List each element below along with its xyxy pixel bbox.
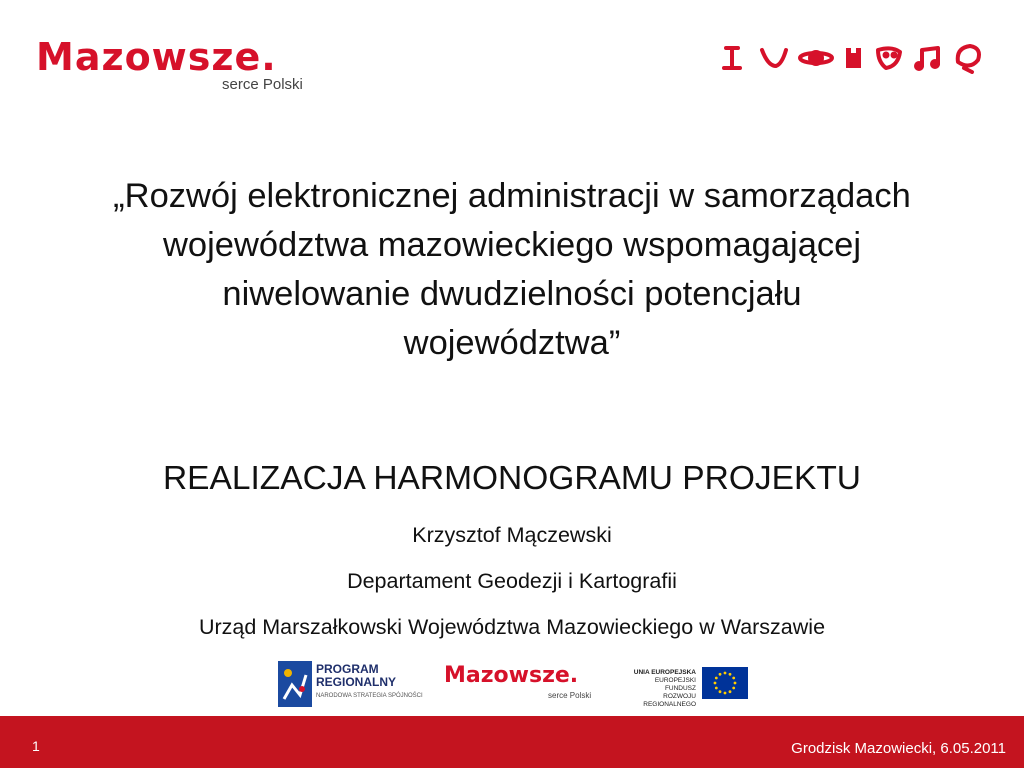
program-title: [316, 663, 396, 689]
bird-icon: [762, 50, 786, 66]
eu-text: [622, 669, 696, 709]
eu-logo: [622, 657, 756, 711]
department-name: Departament Geodezji i Kartografii: [347, 569, 677, 593]
author-name: Krzysztof Mączewski: [412, 523, 612, 547]
title-line: „Rozwój elektronicznej administracji w samorządach: [113, 177, 911, 215]
office-name: Urząd Marszałkowski Województwa Mazowieckiego w Warszawie: [198, 615, 826, 639]
archer-icon: [724, 48, 740, 68]
music-note-icon: [916, 48, 938, 69]
title-line: województwa”: [403, 324, 621, 362]
slide-number: 1: [32, 738, 40, 754]
program-strategy: NARODOWA STRATEGIA SPÓJNOŚCI: [316, 693, 423, 699]
logo-wordmark: Mazowsze.: [36, 35, 277, 79]
title-line: województwa mazowieckiego wspomagającej: [162, 226, 861, 264]
program-line2: REGIONALNY: [316, 675, 397, 689]
mask-icon: [878, 48, 900, 68]
decorative-icons: [720, 40, 992, 74]
mazowsze-small-wordmark: Mazowsze.: [444, 663, 579, 688]
mazowsze-small-tagline: serce Polski: [548, 691, 592, 700]
sponsor-logos: [276, 657, 756, 711]
logo-tagline: serce Polski: [222, 76, 303, 93]
eu-flag-icon: [702, 667, 748, 699]
castle-icon: [846, 48, 861, 68]
slide-subtitle: REALIZACJA HARMONOGRAMU PROJEKTU: [162, 460, 861, 497]
mazowsze-small-logo: [444, 657, 594, 711]
eu-line2: EUROPEJSKI FUNDUSZ: [654, 677, 696, 692]
program-star-icon: [278, 661, 312, 707]
program-regionalny-logo: [276, 657, 426, 711]
eu-line3: ROZWOJU REGIONALNEGO: [643, 693, 696, 708]
mazowsze-logo: [36, 34, 326, 94]
eu-line1: UNIA EUROPEJSKA: [633, 669, 696, 676]
saturn-icon: [800, 50, 832, 66]
footer-bar: [0, 716, 1024, 768]
slide-title: [40, 172, 984, 368]
place-date: Grodzisk Mazowiecki, 6.05.2011: [791, 740, 1006, 757]
program-line1: PROGRAM: [316, 662, 379, 676]
title-line: niwelowanie dwudzielności potencjału: [222, 275, 802, 313]
leaf-icon: [958, 46, 979, 72]
